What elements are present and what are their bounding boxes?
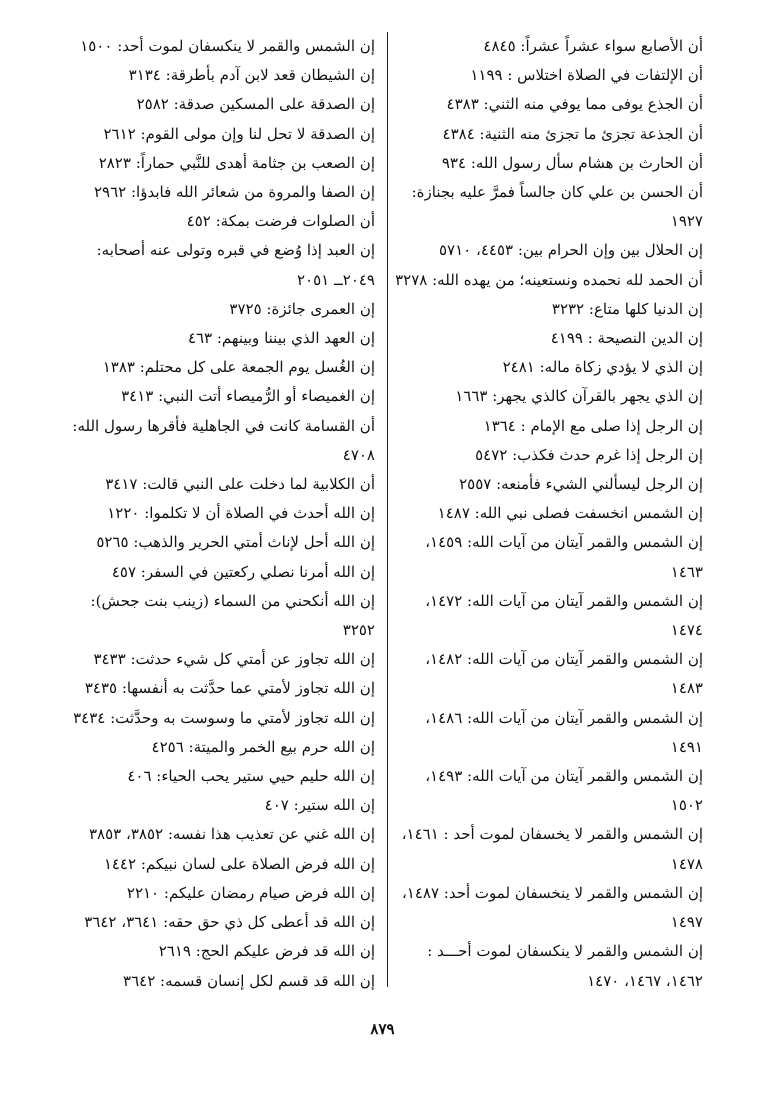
index-entry-text: إن الله غني عن تعذيب هذا نفسه: ٣٨٥٢، ٣٨٥٣ (88, 825, 375, 844)
index-entry-text: إن الغُسل يوم الجمعة على كل محتلم: ١٣٨٣ (102, 358, 375, 377)
index-entry-text: أن الصلوات فرضت بمكة: ٤٥٢ (186, 212, 375, 231)
index-entry-text: إن الصدقة على المسكين صدقة: ٢٥٨٢ (136, 95, 375, 114)
index-entry-text: إن الصعب بن جثامة أهدى للنَّبي حماراً: ٢٨٢٣ (98, 153, 375, 172)
index-entry-text: إن الشمس والقمر لا ينخسفان لموت أحد: ١٤٨٧، (401, 883, 703, 902)
index-entry (65, 674, 375, 703)
index-entry (65, 207, 375, 236)
index-entry-text: إن الشمس والقمر لا ينكسفان لموت أحد: ١٥٠٠ (80, 37, 375, 55)
index-entry-text: إن الذي لا يؤدي زكاة ماله: ٢٤٨١ (502, 358, 703, 377)
index-entry-text: إن الله أمرنا نصلي ركعتين في السفر: ٤٥٧ (111, 562, 375, 581)
index-entry (65, 470, 375, 499)
index-entry-continuation: ٤٧٠٨ (342, 445, 375, 464)
index-entry-continuation: ١٥٠٢ (670, 796, 703, 815)
index-entry (65, 908, 375, 937)
index-entry-text: أن الجذع يوفى مما يوفي منه الثني: ٤٣٨٣ (446, 95, 703, 114)
index-entry-text: إن الشمس والقمر لا يخسفان لموت أحد : ١٤٦١، (401, 825, 703, 844)
index-entry (385, 820, 703, 878)
index-entry-text: إن الله حرم بيع الخمر والميتة: ٤٢٥٦ (151, 737, 375, 756)
index-entry (385, 412, 703, 441)
index-entry-text: إن الشمس انخسفت فصلى نبي الله: ١٤٨٧ (437, 504, 703, 523)
index-entry-text: إن الله تجاوز عن أمتي كل شيء حدثت: ٣٤٣٣ (93, 650, 375, 669)
index-entry (65, 382, 375, 411)
index-entry-text: أن الحسن بن علي كان جالساً فمرَّ عليه بجنازة: (411, 183, 703, 202)
index-entry (65, 879, 375, 908)
index-entry-text: إن الشمس والقمر آيتان من آيات الله: ١٤٩٣، (425, 767, 703, 786)
index-entry-text: أن الحمد لله نحمده ونستعينه؛ من يهده الله: ٣٢٧٨ (395, 270, 703, 289)
index-entry (65, 558, 375, 587)
index-entry (65, 733, 375, 762)
index-entry (385, 149, 703, 178)
index-entry-text: إن الرجل ليسألني الشيء فأمنعه: ٢٥٥٧ (459, 475, 703, 494)
index-entry (65, 149, 375, 178)
index-entry (385, 499, 703, 528)
index-entry-text: إن الله قد فرض عليكم الحج: ٢٦١٩ (158, 942, 375, 961)
index-entry-text: إن الدين النصيحة : ٤١٩٩ (550, 329, 703, 348)
index-entry-continuation: ١٤٦٢، ١٤٦٧، ١٤٧٠ (587, 971, 703, 990)
index-entry (65, 499, 375, 528)
index-entry (385, 762, 703, 820)
index-entry (65, 324, 375, 353)
index-entry-text: إن الرجل إذا صلى مع الإمام : ١٣٦٤ (483, 416, 703, 435)
index-entry (65, 704, 375, 733)
page-number: ٨٧٩ (370, 1020, 395, 1038)
index-entry-continuation: ١٤٩٧ (670, 913, 703, 932)
index-entry (65, 178, 375, 207)
index-entry-text: إن الله فرض صيام رمضان عليكم: ٢٢١٠ (126, 883, 375, 902)
index-entry-text: إن الشمس والقمر لا ينكسفان لموت أحـــد : (427, 942, 703, 961)
index-entry (385, 266, 703, 295)
index-entry (385, 470, 703, 499)
index-entry-text: إن الشمس والقمر آيتان من آيات الله: ١٤٥٩، (425, 533, 703, 552)
index-entry-text: إن الله أنكحني من السماء (زينب بنت جحش): (90, 591, 375, 610)
index-entry (65, 295, 375, 324)
index-entry-text: أن الجذعة تجزئ ما تجزئ منه الثنية: ٤٣٨٤ (442, 124, 703, 143)
index-entry-text: إن الشمس والقمر آيتان من آيات الله: ١٤٨٢، (425, 650, 703, 669)
index-entry (385, 32, 703, 61)
index-entry (385, 645, 703, 703)
index-entry-text: إن الله فرض الصلاة على لسان نبيكم: ١٤٤٢ (103, 854, 375, 873)
index-entry (65, 120, 375, 149)
index-entry-continuation: ١٩٢٧ (670, 212, 703, 231)
index-entry-text: إن العمرى جائزة: ٣٧٢٥ (229, 299, 375, 318)
index-entry-text: إن الله قد قسم لكل إنسان قسمه: ٣٦٤٢ (123, 971, 375, 990)
index-entry (65, 791, 375, 820)
index-entry (65, 587, 375, 645)
index-entry (385, 120, 703, 149)
index-entry (65, 32, 375, 61)
index-entry (385, 90, 703, 119)
index-entry-text: أن الحارث بن هشام سأل رسول الله: ٩٣٤ (441, 153, 703, 172)
index-entry-text: إن الله تجاوز لأمتي ما وسوست به وحدَّثت: ٣٤٣٤ (73, 708, 375, 727)
index-entry-continuation: ٣٢٥٢ (342, 621, 375, 640)
index-entry (385, 704, 703, 762)
index-entry-text: إن الحلال بين وإن الحرام بين: ٤٤٥٣، ٥٧١٠ (438, 241, 703, 260)
index-entry (65, 528, 375, 557)
index-entry-text: إن الدنيا كلها متاع: ٣٢٣٢ (551, 299, 703, 318)
index-entry-continuation: ١٤٧٨ (670, 854, 703, 873)
index-entry (385, 528, 703, 586)
index-entry (65, 937, 375, 966)
index-entry-text: إن العهد الذي بيننا وبينهم: ٤٦٣ (187, 329, 375, 348)
index-entry (385, 879, 703, 937)
index-entry-text: إن الله حليم حيي ستير يحب الحياء: ٤٠٦ (127, 767, 375, 786)
index-entry-text: إن الشمس والقمر آيتان من آيات الله: ١٤٧٢، (425, 591, 703, 610)
index-entry (385, 295, 703, 324)
index-entry (385, 382, 703, 411)
index-entry (65, 762, 375, 791)
index-entry (65, 61, 375, 90)
index-entry-continuation: ١٤٩١ (670, 737, 703, 756)
index-entry (65, 353, 375, 382)
column-divider (387, 32, 388, 987)
index-entry-text: إن الله ستير: ٤٠٧ (264, 796, 375, 815)
index-entry-text: إن الله قد أعطى كل ذي حق حقه: ٣٦٤١، ٣٦٤٢ (84, 913, 375, 932)
index-entry-continuation: ١٤٦٣ (670, 562, 703, 581)
index-entry-continuation: ١٤٧٤ (670, 621, 703, 640)
index-entry-text: أن الأصابع سواء عشراً عشراً: ٤٨٤٥ (483, 37, 703, 55)
right-index-column (385, 32, 703, 996)
index-entry (385, 937, 703, 995)
index-entry-text: إن الله تجاوز لأمتي عما حدَّثت به أنفسها: ٣٤٣٥ (84, 679, 375, 698)
index-entry-text: أن القسامة كانت في الجاهلية فأقرها رسول الله: (72, 416, 375, 435)
index-entry-text: إن الله أحل لإناث أمتي الحرير والذهب: ٥٢٦٥ (96, 533, 375, 552)
index-entry (65, 236, 375, 294)
index-entry-continuation: ١٤٨٣ (670, 679, 703, 698)
index-entry (385, 236, 703, 265)
index-entry-text: إن الشمس والقمر آيتان من آيات الله: ١٤٨٦، (425, 708, 703, 727)
index-entry (65, 645, 375, 674)
index-entry (385, 324, 703, 353)
index-entry (65, 967, 375, 996)
index-entry-text: إن الذي يجهر بالقرآن كالذي يجهر: ١٦٦٣ (455, 387, 703, 406)
index-entry (385, 353, 703, 382)
index-entry (385, 587, 703, 645)
index-entry-text: إن الغميصاء أو الرُّميصاء أتت النبي: ٣٤١٣ (121, 387, 375, 406)
index-entry (385, 178, 703, 236)
index-entry (385, 61, 703, 90)
index-entry-continuation: ٢٠٤٩ــ ٢٠٥١ (296, 270, 375, 289)
index-entry (65, 90, 375, 119)
index-entry-text: إن الله أحدث في الصلاة أن لا تكلموا: ١٢٢٠ (107, 504, 375, 523)
index-entry (65, 850, 375, 879)
index-entry (65, 412, 375, 470)
index-entry (385, 441, 703, 470)
index-entry-text: إن الرجل إذا غرم حدث فكذب: ٥٤٧٢ (475, 445, 703, 464)
left-index-column (65, 32, 375, 996)
index-entry-text: إن الشيطان قعد لابن آدم بأطرقة: ٣١٣٤ (128, 66, 375, 85)
index-entry-text: أن الكلابية لما دخلت على النبي قالت: ٣٤١٧ (105, 475, 375, 494)
index-entry (65, 820, 375, 849)
index-entry-text: إن الصفا والمروة من شعائر الله فابدؤا: ٢٩٦٢ (93, 183, 375, 202)
index-entry-text: إن الصدقة لا تحل لنا وإن مولى القوم: ٢٦١٢ (103, 124, 375, 143)
index-entry-text: إن العبد إذا وُضع في قبره وتولى عنه أصحابه: (96, 241, 375, 260)
index-entry-text: أن الإلتفات في الصلاة اختلاس : ١١٩٩ (470, 66, 703, 85)
